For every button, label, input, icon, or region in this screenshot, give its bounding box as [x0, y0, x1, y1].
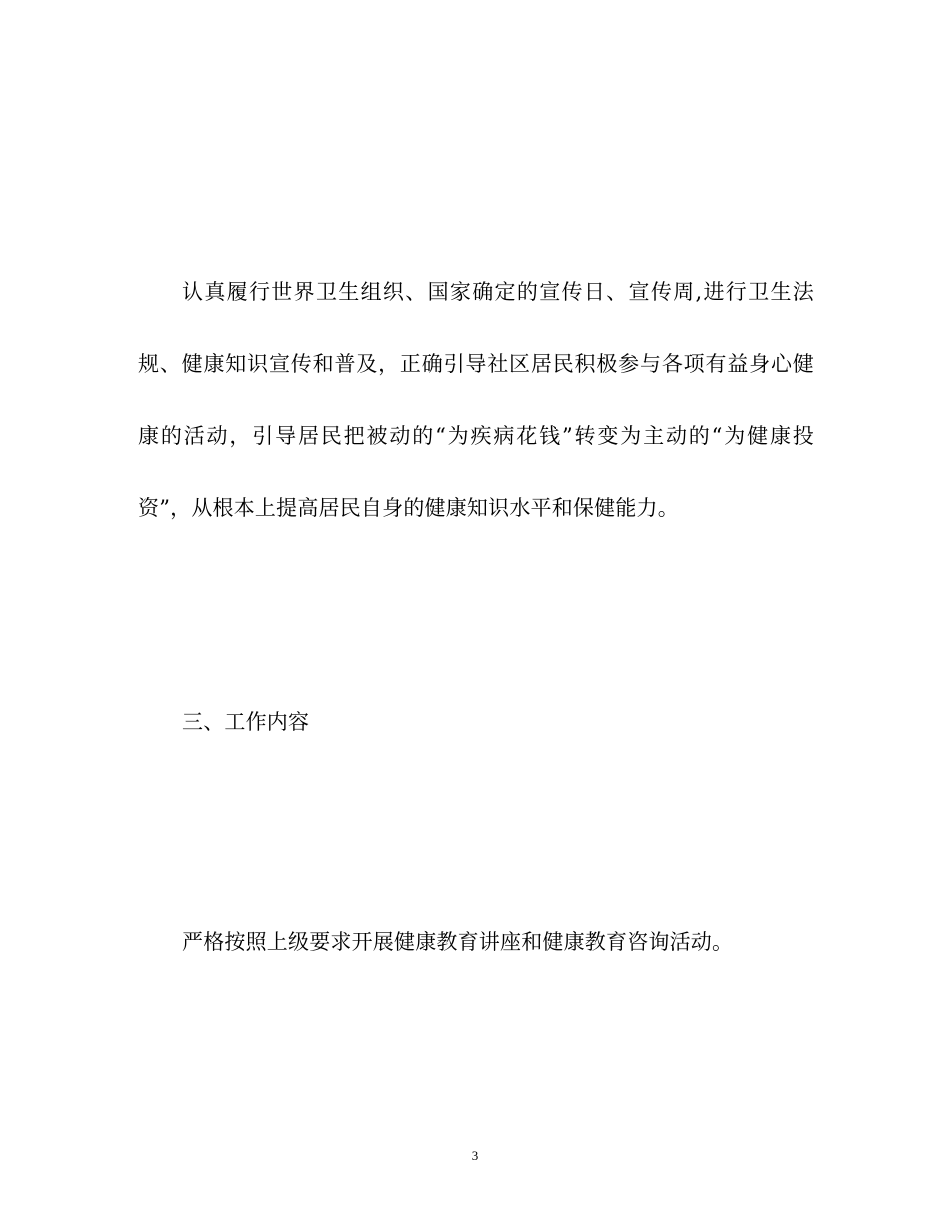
page-number: 3 [471, 1148, 479, 1163]
body-paragraph-health-promotion: 认真履行世界卫生组织、国家确定的宣传日、宣传周,进行卫生法规、健康知识宣传和普及，正确引导社区居民积极参与各项有益身心健康的活动，引导居民把被动的“为疾病花钱”转变为主动的“为健康投资”，从根本上提高居民自身的健康知识水平和保健能力。 [138, 280, 814, 520]
section-heading-work-content: 三、工作内容 [182, 710, 310, 734]
body-paragraph-lectures: 严格按照上级要求开展健康教育讲座和健康教育咨询活动。 [182, 930, 734, 954]
